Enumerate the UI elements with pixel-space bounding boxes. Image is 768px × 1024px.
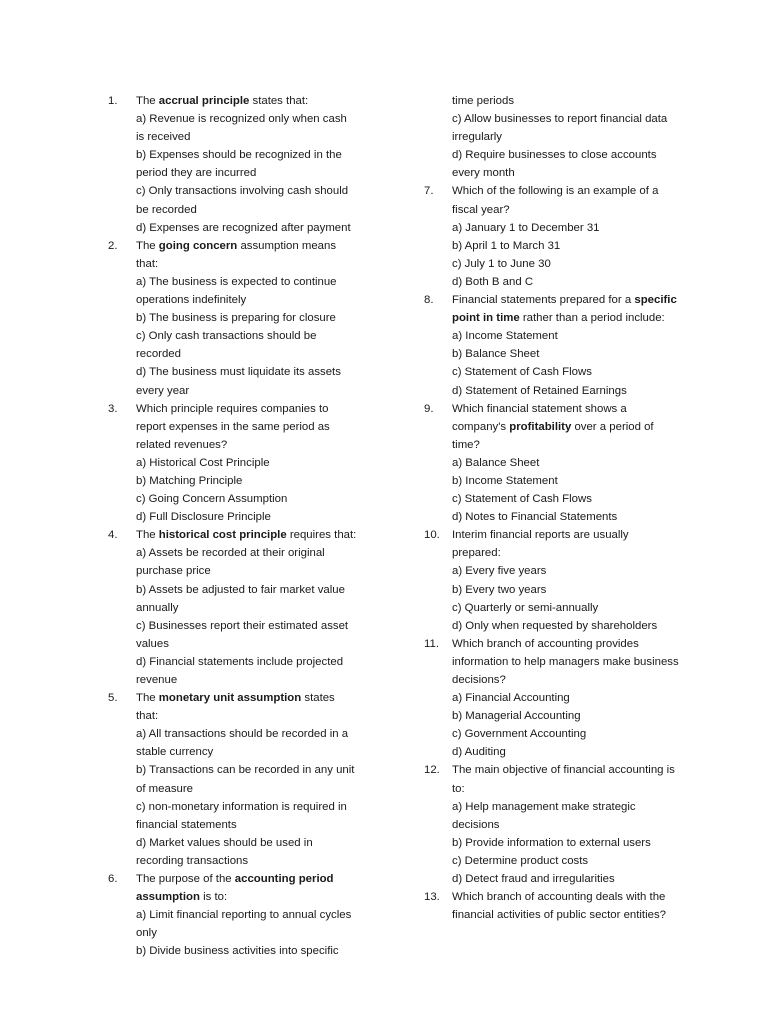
question-item bbox=[424, 182, 680, 291]
question-text bbox=[452, 635, 680, 689]
answer-option: d) Statement of Retained Earnings bbox=[452, 384, 627, 397]
question-item bbox=[108, 526, 358, 689]
question-key-term: accrual principle bbox=[158, 95, 250, 107]
answer-option: a) The business is expected to continue operations indefinitely bbox=[136, 275, 337, 307]
question-text-plain: Interim financial reports are usually prepared: bbox=[452, 529, 629, 560]
question-number: 12. bbox=[424, 764, 440, 777]
answer-option: c) Businesses report their estimated asset values bbox=[136, 619, 349, 650]
question-number: 3. bbox=[108, 402, 118, 415]
question-item bbox=[108, 92, 358, 237]
answer-option: d) Require businesses to close accounts every month bbox=[452, 149, 657, 180]
question-text bbox=[136, 237, 358, 273]
question-key-term: profitability bbox=[509, 420, 572, 433]
question-text bbox=[136, 689, 358, 725]
answer-option: c) Only cash transactions should be recorded bbox=[136, 330, 317, 361]
question-number: 8. bbox=[424, 294, 434, 307]
answer-option: c) Allow businesses to report financial data irregularly bbox=[452, 113, 668, 144]
answer-option: b) April 1 to March 31 bbox=[452, 239, 561, 252]
question-item bbox=[108, 689, 358, 870]
answer-option: d) Expenses are recognized after payment bbox=[136, 221, 351, 234]
question-number: 11. bbox=[424, 637, 439, 650]
answer-option: a) Every five years bbox=[452, 565, 547, 578]
question-text bbox=[452, 291, 680, 327]
question-text-plain: The purpose of the bbox=[136, 873, 235, 886]
question-text-plain: Which branch of accounting deals with the financial activities of public sector entities? bbox=[452, 891, 666, 922]
question-item bbox=[108, 400, 358, 527]
question-number: 2. bbox=[108, 239, 118, 252]
answer-option: a) Revenue is recognized only when cash is received bbox=[136, 113, 347, 144]
question-number: 7. bbox=[424, 185, 434, 198]
answer-option: c) Government Accounting bbox=[452, 728, 587, 741]
question-text-plain: Financial statements prepared for a bbox=[452, 294, 635, 307]
question-text-plain: rather than a period include: bbox=[519, 312, 665, 325]
question-text-plain: Which of the following is an example of a fiscal year? bbox=[452, 185, 659, 216]
answer-option: d) Full Disclosure Principle bbox=[136, 511, 271, 524]
question-key-term: monetary unit assumption bbox=[158, 692, 302, 705]
answer-option: a) Limit financial reporting to annual cycles only bbox=[136, 909, 352, 940]
answer-option: c) non-monetary information is required in financial statements bbox=[136, 800, 347, 831]
answer-option: c) Statement of Cash Flows bbox=[452, 366, 592, 379]
answer-option: a) Historical Cost Principle bbox=[136, 456, 270, 469]
question-number: 1. bbox=[108, 95, 118, 107]
answer-option: a) Help management make strategic decisions bbox=[452, 800, 636, 831]
question-text-plain: The bbox=[136, 239, 159, 252]
answer-option: d) Market values should be used in recording transactions bbox=[136, 836, 313, 867]
question-text bbox=[452, 182, 680, 218]
answer-option: c) Quarterly or semi-annually bbox=[452, 601, 599, 614]
right-questions bbox=[424, 182, 680, 924]
left-column bbox=[108, 92, 358, 961]
question-text bbox=[136, 92, 358, 110]
answer-option: c) July 1 to June 30 bbox=[452, 257, 551, 270]
question-item bbox=[424, 526, 680, 635]
answer-option: a) Income Statement bbox=[452, 330, 558, 343]
question-key-term: historical cost principle bbox=[158, 529, 287, 542]
question-number: 13. bbox=[424, 891, 440, 904]
question-text bbox=[136, 870, 358, 906]
answer-option: c) Determine product costs bbox=[452, 854, 589, 867]
answer-option: a) Financial Accounting bbox=[452, 692, 570, 705]
question-text-plain: states that: bbox=[249, 95, 309, 107]
answer-option: c) Statement of Cash Flows bbox=[452, 493, 592, 506]
answer-option: c) Going Concern Assumption bbox=[136, 493, 288, 506]
answer-option: d) Both B and C bbox=[452, 275, 534, 288]
question-number: 4. bbox=[108, 529, 118, 542]
answer-option: b) Managerial Accounting bbox=[452, 710, 581, 723]
question-text-plain: assumption means that: bbox=[136, 239, 337, 270]
question-text-plain: over a period of time? bbox=[452, 420, 654, 451]
question-text-plain: Which branch of accounting provides information to help managers make business decisions? bbox=[452, 637, 679, 686]
answer-option: a) Assets be recorded at their original purchase price bbox=[136, 547, 325, 578]
answer-option: b) Expenses should be recognized in the period they are incurred bbox=[136, 149, 342, 180]
answer-option: d) Detect fraud and irregularities bbox=[452, 873, 615, 886]
answer-option: b) Provide information to external users bbox=[452, 836, 651, 849]
answer-option: a) All transactions should be recorded in a stable currency bbox=[136, 728, 349, 759]
question-number: 6. bbox=[108, 873, 118, 886]
question-number: 9. bbox=[424, 402, 434, 415]
answer-option: b) The business is preparing for closure bbox=[136, 312, 336, 325]
question-text-plain: requires that: bbox=[286, 529, 357, 542]
question-item bbox=[424, 761, 680, 888]
question-item bbox=[424, 888, 680, 924]
question-key-term: going concern bbox=[158, 239, 238, 252]
continued-options bbox=[424, 92, 680, 182]
question-text-plain: Which financial statement shows a company's bbox=[452, 402, 627, 433]
question-text bbox=[452, 888, 680, 924]
answer-option: b) Income Statement bbox=[452, 474, 558, 487]
question-item bbox=[108, 237, 358, 400]
answer-option: d) Only when requested by shareholders bbox=[452, 619, 658, 632]
question-number: 10. bbox=[424, 529, 440, 542]
question-item bbox=[424, 400, 680, 527]
answer-option: b) Balance Sheet bbox=[452, 348, 540, 361]
answer-option: d) Financial statements include projected revenue bbox=[136, 655, 344, 686]
answer-option: a) January 1 to December 31 bbox=[452, 221, 600, 234]
question-text-plain: Which principle requires companies to report expenses in the same period as related revenues? bbox=[136, 402, 330, 451]
question-text-plain: The bbox=[136, 95, 159, 107]
answer-option: time periods bbox=[452, 95, 515, 107]
answer-option: d) The business must liquidate its assets every year bbox=[136, 366, 341, 397]
answer-option: c) Only transactions involving cash should be recorded bbox=[136, 185, 349, 216]
question-item bbox=[424, 635, 680, 762]
question-number: 5. bbox=[108, 692, 118, 705]
question-text-plain: The bbox=[136, 529, 159, 542]
question-text bbox=[452, 400, 680, 454]
answer-option: b) Transactions can be recorded in any unit of measure bbox=[136, 764, 355, 795]
answer-option: b) Every two years bbox=[452, 583, 547, 596]
answer-option: b) Matching Principle bbox=[136, 474, 243, 487]
question-item bbox=[108, 870, 358, 960]
question-text bbox=[452, 761, 680, 797]
right-column bbox=[424, 92, 680, 924]
answer-option: d) Notes to Financial Statements bbox=[452, 511, 618, 524]
question-text-plain: states that: bbox=[136, 692, 335, 723]
question-item bbox=[424, 291, 680, 400]
question-text bbox=[452, 526, 680, 562]
answer-option: b) Divide business activities into specific bbox=[136, 945, 339, 958]
question-key-term: specific point in time bbox=[452, 294, 677, 325]
question-text-plain: The bbox=[136, 692, 159, 705]
answer-option: b) Assets be adjusted to fair market value annually bbox=[136, 583, 345, 614]
answer-option: a) Balance Sheet bbox=[452, 456, 540, 469]
question-text bbox=[136, 526, 358, 544]
question-text-plain: is to: bbox=[199, 891, 228, 904]
question-key-term: accounting period assumption bbox=[136, 873, 334, 904]
answer-option: d) Auditing bbox=[452, 746, 506, 759]
question-text bbox=[136, 400, 358, 454]
question-text-plain: The main objective of financial accounting is to: bbox=[452, 764, 675, 795]
